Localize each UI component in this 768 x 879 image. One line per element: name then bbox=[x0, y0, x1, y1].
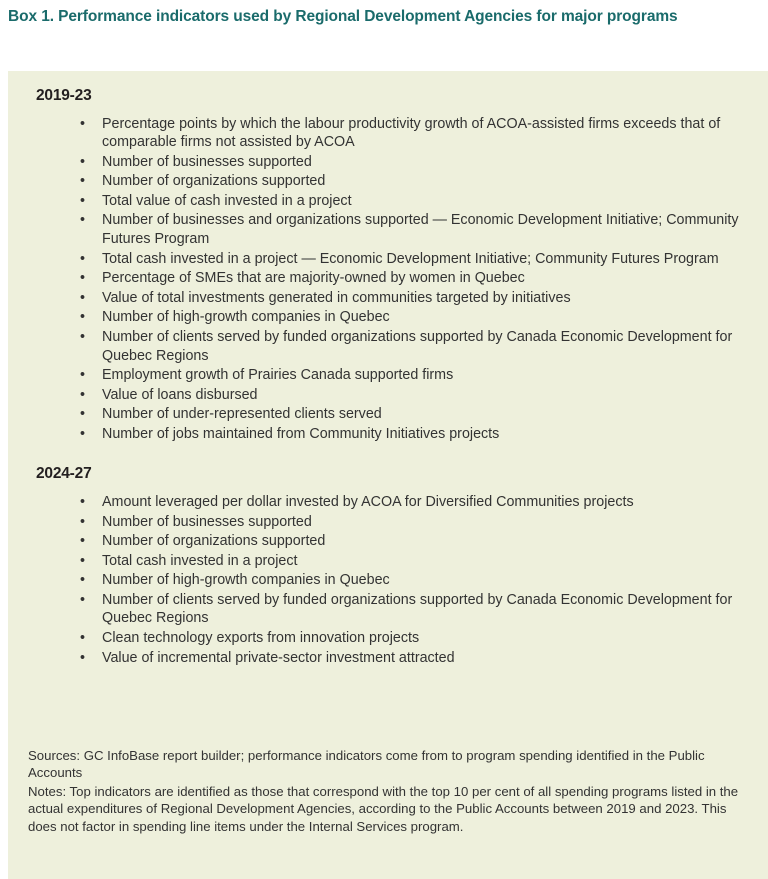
list-item bbox=[28, 308, 750, 327]
list-item bbox=[28, 153, 750, 172]
bullet-icon: • bbox=[80, 513, 86, 530]
notes-block bbox=[28, 747, 740, 835]
bullet-icon: • bbox=[80, 591, 86, 608]
period-heading-2024-27: 2024-27 bbox=[36, 465, 92, 483]
list-item-text: Number of high-growth companies in Quebec bbox=[102, 309, 390, 326]
list-item bbox=[28, 571, 750, 590]
bullet-icon: • bbox=[80, 494, 86, 511]
bullet-icon: • bbox=[80, 212, 86, 229]
list-item bbox=[28, 386, 750, 405]
list-item bbox=[28, 405, 750, 424]
list-item bbox=[28, 192, 750, 211]
list-item bbox=[28, 211, 750, 248]
list-item-text: Number of organizations supported bbox=[102, 533, 326, 550]
list-item bbox=[28, 532, 750, 551]
box-title: Box 1. Performance indicators used by Regional Development Agencies for major programs bbox=[8, 8, 678, 25]
bullet-icon: • bbox=[80, 572, 86, 589]
list-item-text: Total cash invested in a project bbox=[102, 552, 298, 569]
bullet-icon: • bbox=[80, 367, 86, 384]
bullet-icon: • bbox=[80, 250, 86, 267]
list-item-text: Number of jobs maintained from Community Initiatives projects bbox=[102, 425, 500, 442]
bullet-icon: • bbox=[80, 552, 86, 569]
list-item bbox=[28, 289, 750, 308]
list-item bbox=[28, 629, 750, 648]
bullet-icon: • bbox=[80, 173, 86, 190]
list-item-text: Value of incremental private-sector investment attracted bbox=[102, 649, 455, 666]
list-item-text: Employment growth of Prairies Canada supported firms bbox=[102, 367, 454, 384]
box-content-panel bbox=[8, 71, 768, 879]
period-heading-2019-23: 2019-23 bbox=[36, 87, 92, 104]
list-item bbox=[28, 115, 750, 152]
list-item-text: Value of loans disbursed bbox=[102, 386, 258, 403]
list-item bbox=[28, 172, 750, 191]
bullet-icon: • bbox=[80, 533, 86, 550]
bullet-icon: • bbox=[80, 115, 86, 132]
list-item-text: Number of clients served by funded organizations supported by Canada Economic Development for Quebec Regions bbox=[102, 328, 733, 364]
list-item-text: Value of total investments generated in communities targeted by initiatives bbox=[102, 289, 571, 306]
list-item-text: Number of businesses supported bbox=[102, 513, 312, 530]
list-item-text: Number of businesses and organizations supported — Economic Development Initiative; Community Futures Program bbox=[102, 212, 739, 248]
bullet-icon: • bbox=[80, 192, 86, 209]
list-item-text: Number of under-represented clients served bbox=[102, 406, 382, 423]
bullet-icon: • bbox=[80, 386, 86, 403]
list-item-text: Total value of cash invested in a project bbox=[102, 192, 352, 209]
list-item bbox=[28, 425, 750, 444]
list-item bbox=[28, 591, 750, 628]
list-item bbox=[28, 493, 750, 512]
bullet-icon: • bbox=[80, 406, 86, 423]
notes-text: Notes: Top indicators are identified as those that correspond with the top 10 per cent of all spending programs listed in the actual expenditures of Regional Development Agencies, according to the Public Accounts between 2019 and 2023. This does not factor in spending line items under the Internal Services program. bbox=[28, 783, 739, 834]
list-item-text: Amount leveraged per dollar invested by ACOA for Diversified Communities projects bbox=[102, 494, 634, 511]
list-item bbox=[28, 250, 750, 269]
list-item bbox=[28, 366, 750, 385]
bullet-icon: • bbox=[80, 630, 86, 647]
list-item bbox=[28, 328, 750, 365]
bullet-icon: • bbox=[80, 649, 86, 666]
panel-inner bbox=[8, 71, 768, 879]
bullet-icon: • bbox=[80, 270, 86, 287]
list-item-text: Total cash invested in a project — Economic Development Initiative; Community Futures Program bbox=[102, 250, 719, 267]
bullet-icon: • bbox=[80, 328, 86, 345]
list-item-text: Number of organizations supported bbox=[102, 173, 326, 190]
bullet-icon: • bbox=[80, 153, 86, 170]
list-item bbox=[28, 269, 750, 288]
list-item-text: Number of businesses supported bbox=[102, 153, 312, 170]
list-item bbox=[28, 513, 750, 532]
bullet-icon: • bbox=[80, 425, 86, 442]
bullet-icon: • bbox=[80, 289, 86, 306]
list-item bbox=[28, 552, 750, 571]
indicator-list-2024-27 bbox=[28, 493, 750, 667]
list-item-text: Number of clients served by funded organizations supported by Canada Economic Development for Quebec Regions bbox=[102, 591, 733, 627]
indicator-list-2019-23 bbox=[28, 115, 750, 444]
bullet-icon: • bbox=[80, 309, 86, 326]
list-item bbox=[28, 649, 750, 668]
list-item-text: Number of high-growth companies in Quebec bbox=[102, 572, 390, 589]
list-item-text: Percentage points by which the labour productivity growth of ACOA-assisted firms exceeds that of comparable firms not assisted by ACOA bbox=[102, 115, 721, 151]
list-item-text: Clean technology exports from innovation projects bbox=[102, 630, 420, 647]
list-item-text: Percentage of SMEs that are majority-owned by women in Quebec bbox=[102, 270, 525, 287]
sources-text: Sources: GC InfoBase report builder; performance indicators come from to program spending identified in the Public Accounts bbox=[28, 748, 705, 781]
